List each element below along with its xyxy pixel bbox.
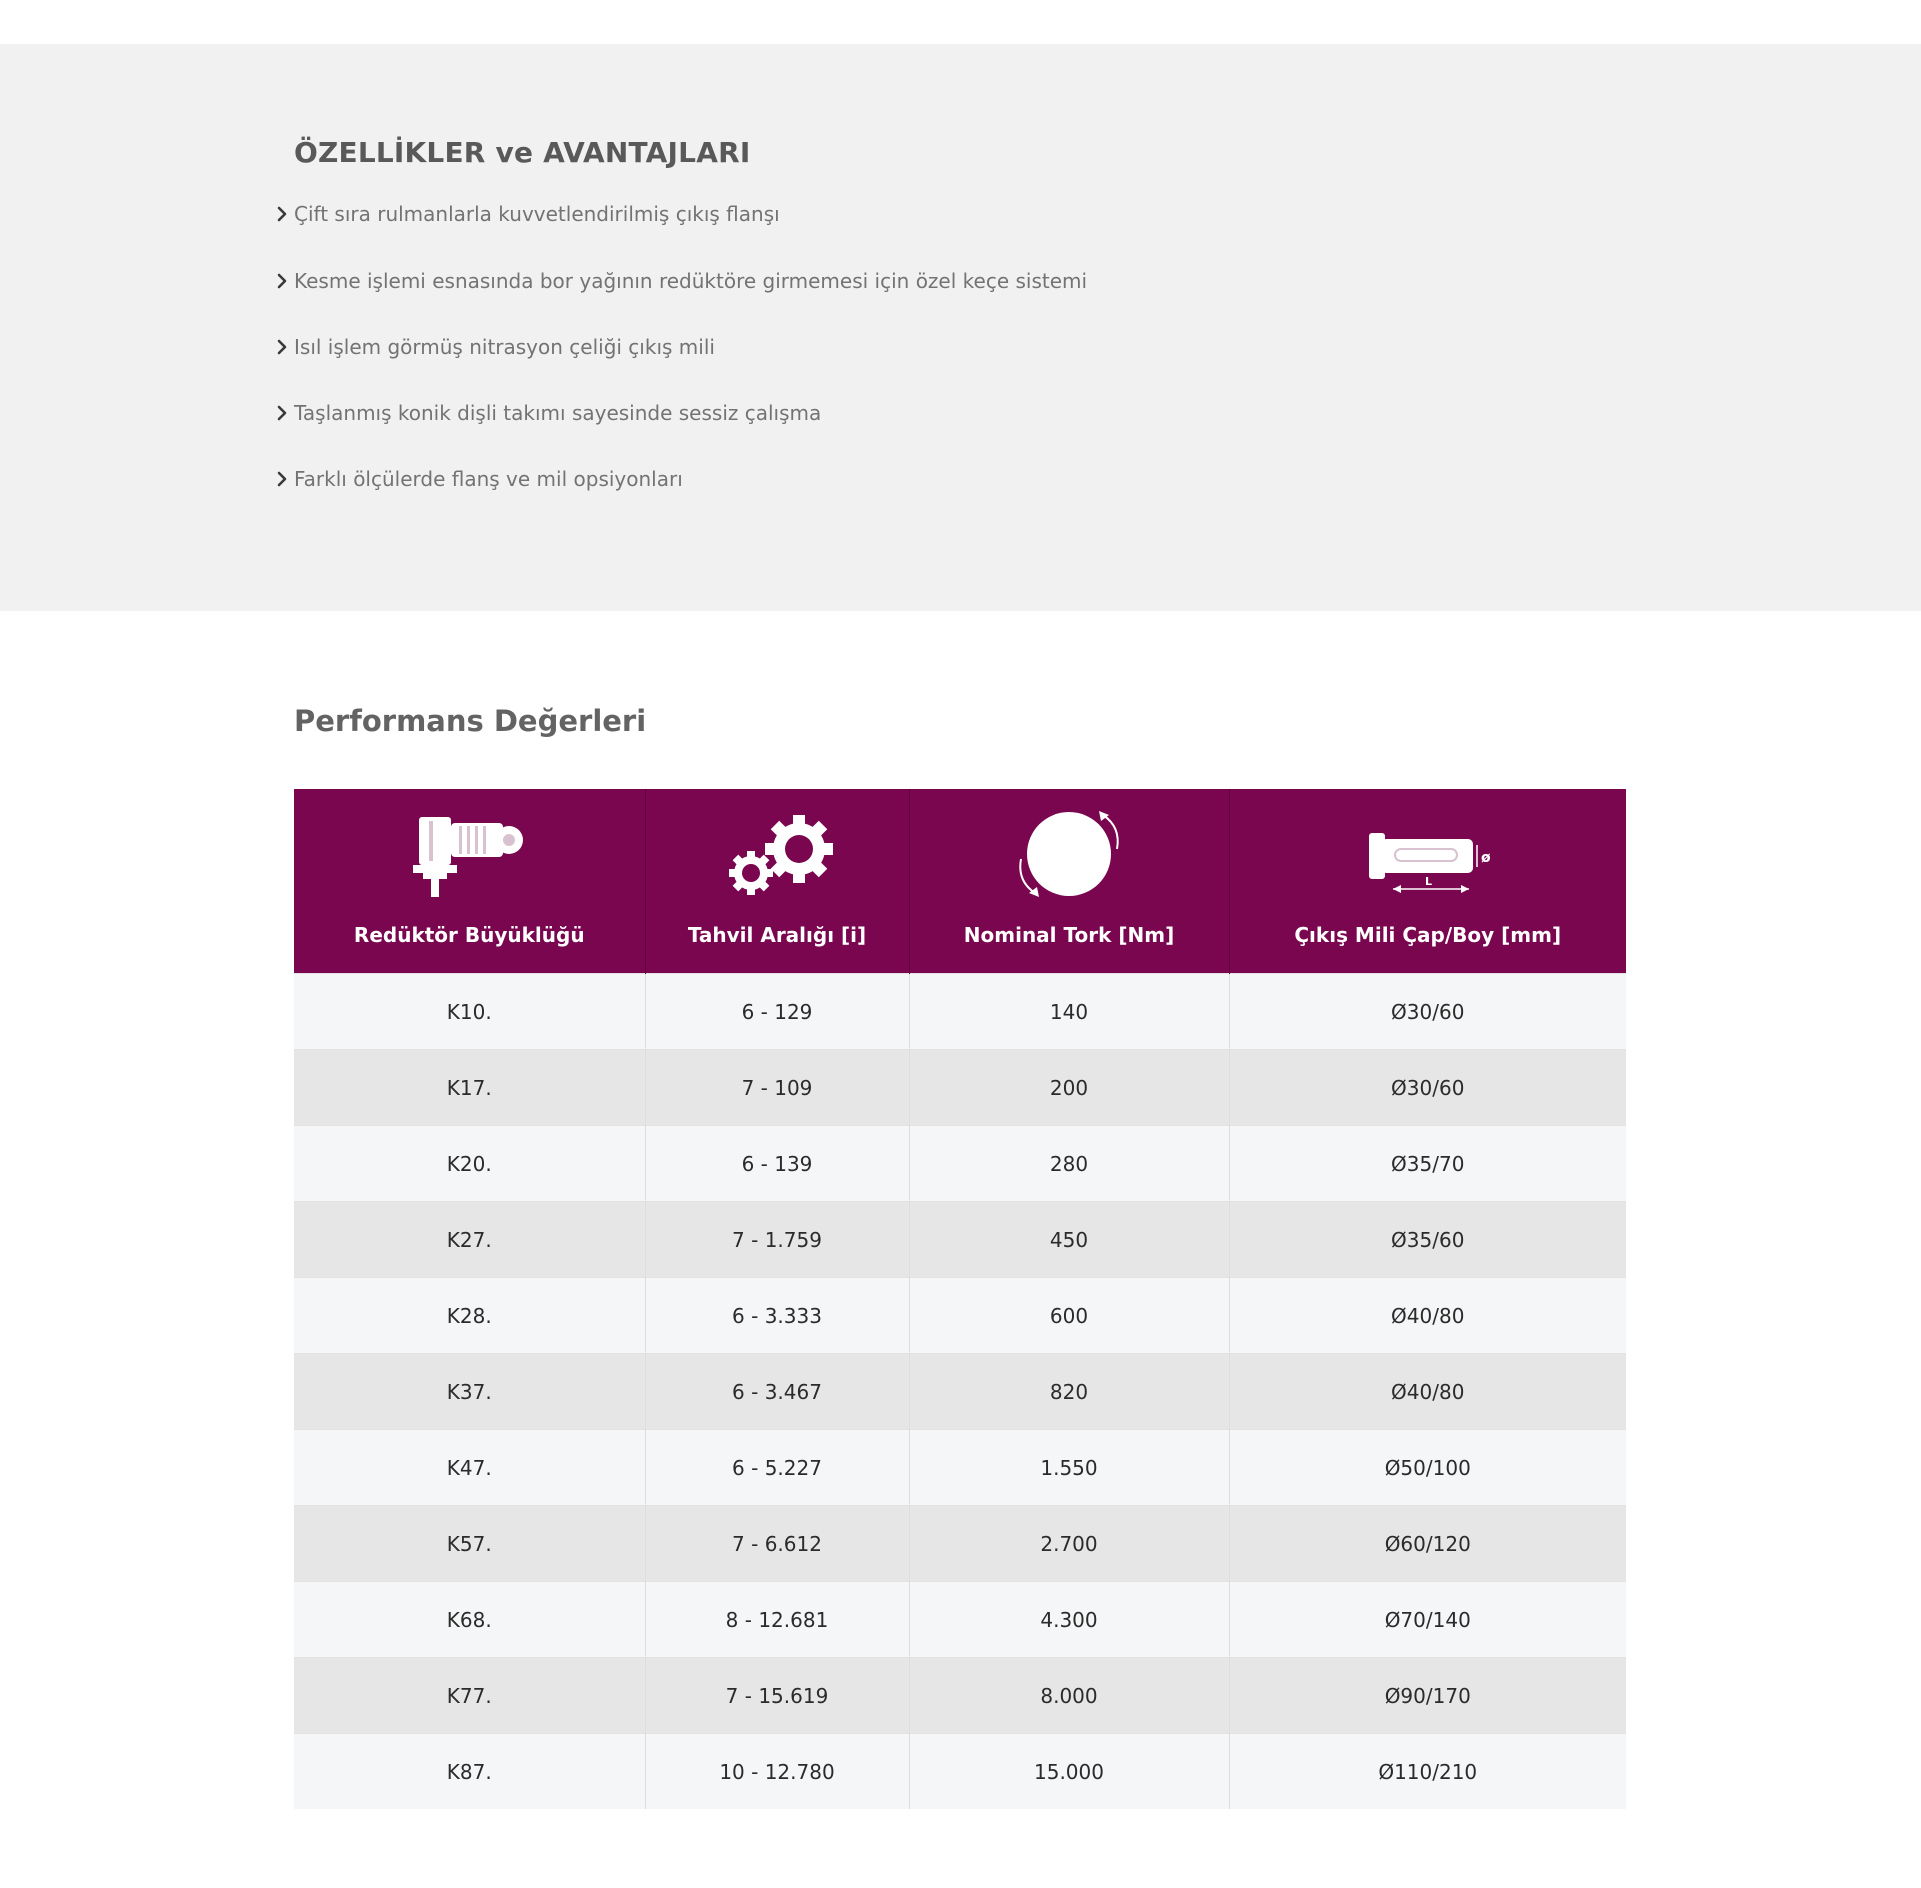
svg-text:ø: ø <box>1480 850 1491 866</box>
table-row <box>294 1430 1626 1506</box>
feature-text: Çift sıra rulmanlarla kuvvetlendirilmiş çıkış flanşı <box>294 202 780 226</box>
ratio-cell: 7 - 15.619 <box>645 1658 909 1734</box>
column-header-shaft <box>1229 789 1626 974</box>
torque-cell: 200 <box>909 1050 1229 1126</box>
chevron-right-icon <box>272 270 294 292</box>
chevron-right-icon <box>272 203 294 225</box>
ratio-cell: 7 - 109 <box>645 1050 909 1126</box>
table-row <box>294 1278 1626 1354</box>
shaft-cell: Ø35/60 <box>1229 1202 1626 1278</box>
ratio-cell: 6 - 3.467 <box>645 1354 909 1430</box>
torque-cell: 450 <box>909 1202 1229 1278</box>
shaft-cell: Ø40/80 <box>1229 1354 1626 1430</box>
feature-text: Kesme işlemi esnasında bor yağının redüktöre girmemesi için özel keçe sistemi <box>294 269 1088 293</box>
feature-item <box>272 398 821 428</box>
torque-icon <box>1009 809 1129 899</box>
shaft-cell: Ø110/210 <box>1229 1734 1626 1810</box>
column-header-label: Redüktör Büyüklüğü <box>353 923 585 947</box>
column-header-size <box>294 789 645 974</box>
feature-item <box>272 199 780 229</box>
feature-text: Farklı ölçülerde flanş ve mil opsiyonları <box>294 467 683 491</box>
column-header-label: Çıkış Mili Çap/Boy [mm] <box>1294 923 1562 947</box>
table-row <box>294 974 1626 1050</box>
torque-cell: 4.300 <box>909 1582 1229 1658</box>
ratio-cell: 7 - 1.759 <box>645 1202 909 1278</box>
size-cell: K20. <box>294 1126 645 1202</box>
torque-cell: 280 <box>909 1126 1229 1202</box>
size-cell: K37. <box>294 1354 645 1430</box>
size-cell: K47. <box>294 1430 645 1506</box>
table-row <box>294 1050 1626 1126</box>
torque-cell: 15.000 <box>909 1734 1229 1810</box>
features-section <box>0 44 1921 611</box>
torque-cell: 820 <box>909 1354 1229 1430</box>
ratio-cell: 10 - 12.780 <box>645 1734 909 1810</box>
column-header-ratio <box>645 789 909 974</box>
shaft-cell: Ø30/60 <box>1229 1050 1626 1126</box>
gears-icon <box>717 809 837 899</box>
shaft-cell: Ø90/170 <box>1229 1658 1626 1734</box>
shaft-cell: Ø35/70 <box>1229 1126 1626 1202</box>
ratio-cell: 6 - 129 <box>645 974 909 1050</box>
table-row <box>294 1658 1626 1734</box>
features-title: ÖZELLİKLER ve AVANTAJLARI <box>294 136 751 169</box>
size-cell: K68. <box>294 1582 645 1658</box>
size-cell: K57. <box>294 1506 645 1582</box>
chevron-right-icon <box>272 468 294 490</box>
table-header-row <box>294 789 1626 974</box>
size-cell: K28. <box>294 1278 645 1354</box>
size-cell: K17. <box>294 1050 645 1126</box>
table-row <box>294 1506 1626 1582</box>
shaft-cell: Ø30/60 <box>1229 974 1626 1050</box>
column-header-label: Nominal Tork [Nm] <box>963 923 1175 947</box>
shaft-cell: Ø50/100 <box>1229 1430 1626 1506</box>
ratio-cell: 7 - 6.612 <box>645 1506 909 1582</box>
feature-text: Taşlanmış konik dişli takımı sayesinde sessiz çalışma <box>294 401 822 425</box>
shaft-cell: Ø70/140 <box>1229 1582 1626 1658</box>
torque-cell: 2.700 <box>909 1506 1229 1582</box>
size-cell: K10. <box>294 974 645 1050</box>
shaft-cell: Ø60/120 <box>1229 1506 1626 1582</box>
size-cell: K27. <box>294 1202 645 1278</box>
feature-item <box>272 464 683 494</box>
table-row <box>294 1734 1626 1810</box>
size-cell: K87. <box>294 1734 645 1810</box>
chevron-right-icon <box>272 402 294 424</box>
shaft-cell: Ø40/80 <box>1229 1278 1626 1354</box>
torque-cell: 600 <box>909 1278 1229 1354</box>
table-row <box>294 1202 1626 1278</box>
feature-item <box>272 332 715 362</box>
column-header-label: Tahvil Aralığı [i] <box>687 923 867 947</box>
torque-cell: 8.000 <box>909 1658 1229 1734</box>
performance-title: Performans Değerleri <box>294 704 647 738</box>
feature-text: Isıl işlem görmüş nitrasyon çeliği çıkış mili <box>294 335 715 359</box>
shaft-icon <box>1363 809 1493 899</box>
performance-table <box>294 789 1626 1809</box>
ratio-cell: 6 - 3.333 <box>645 1278 909 1354</box>
torque-cell: 1.550 <box>909 1430 1229 1506</box>
chevron-right-icon <box>272 336 294 358</box>
table-row <box>294 1582 1626 1658</box>
table-row <box>294 1354 1626 1430</box>
feature-item <box>272 266 1087 296</box>
svg-text:L: L <box>1424 875 1432 888</box>
ratio-cell: 8 - 12.681 <box>645 1582 909 1658</box>
ratio-cell: 6 - 139 <box>645 1126 909 1202</box>
torque-cell: 140 <box>909 974 1229 1050</box>
table-row <box>294 1126 1626 1202</box>
size-cell: K77. <box>294 1658 645 1734</box>
column-header-torque <box>909 789 1229 974</box>
gearbox-icon <box>409 809 529 899</box>
ratio-cell: 6 - 5.227 <box>645 1430 909 1506</box>
